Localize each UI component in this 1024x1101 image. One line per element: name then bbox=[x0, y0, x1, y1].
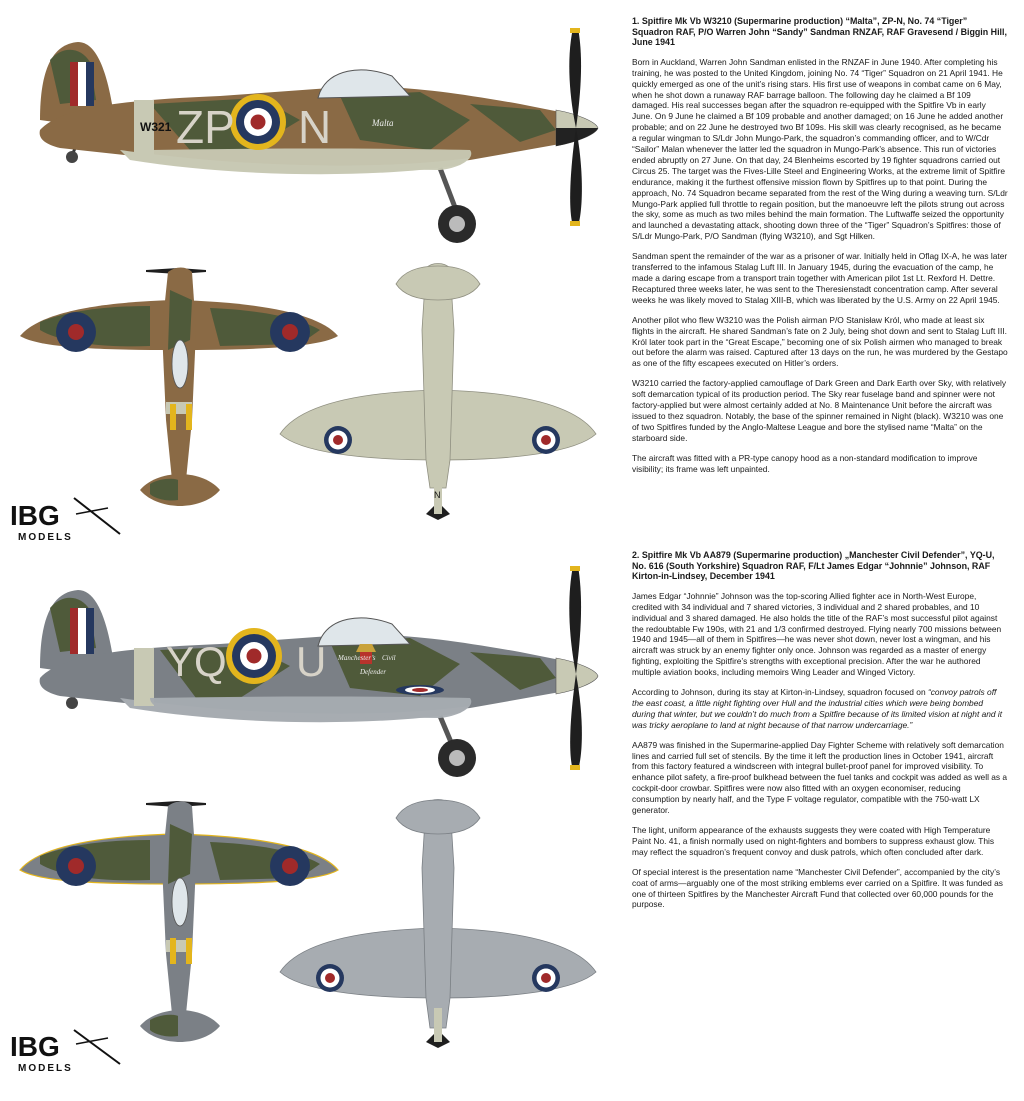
logo-sub-text-2: MODELS bbox=[18, 1063, 73, 1074]
code-letters-left: ZP bbox=[176, 101, 235, 153]
nose-name-line-1: Manchester’s bbox=[338, 654, 376, 662]
profile-2-paragraph-5: Of special interest is the presentation name “Manchester Civil Defender”, accompanied by the city’s coat of arms—arguably one of the most striking emblems ever carried on a Spitfire. It was funded as one of thirteen Spitfires by the Manchester Aircraft Fund that collected over 60,000 pounds for the purpose. bbox=[632, 866, 1003, 910]
ibg-models-logo-2 bbox=[10, 1030, 120, 1074]
logo-main-text: IBG bbox=[10, 500, 60, 531]
spitfire-aa879-illustrations bbox=[0, 548, 620, 1096]
code-letter-right-2: U bbox=[296, 638, 327, 685]
profile-2-artwork bbox=[0, 548, 620, 1096]
nose-name-line-2: Civil bbox=[382, 654, 396, 662]
fuselage-serial: W321 bbox=[140, 120, 172, 134]
under-view-2 bbox=[280, 800, 596, 1049]
profile-1-paragraph-4: W3210 carried the factory-applied camouflage of Dark Green and Dark Earth over Sky, with relatively soft demarcation typical of its production period. The Sky rear fuselage band and spinner were not factory-applied but were almost certainly added at No. 8 Maintenance Unit before the aircraft was issued to thez squadron. Notably, the base of the spinner remained in Night (black). W3210 was one of two Spitfires funded by the Anglo-Maltese League and bore the stylised name “Malta” on the starboard side. bbox=[632, 378, 1007, 443]
profile-2-paragraph-2 bbox=[632, 687, 1008, 731]
code-letter-right: N bbox=[298, 101, 332, 153]
profile-1-paragraph-1: Born in Auckland, Warren John Sandman enlisted in the RNZAF in June 1940. After completing his training, he was posted to the United Kingdom, joining No. 74 “Tiger” Squadron on 21 April 1941. He quickly emerged as one of the unit’s rising stars. His first use of weapons in combat came on 6 May, when he shot down a runaway RAF barrage balloon. The following day he claimed a Bf 109 damaged. His real successes began after the squadron re-equipped with the Spitfire Vb in early June. On 9 June he claimed a Bf 109 probable and another damaged; on 16 June he added another probable; and on 22 June he destroyed two Bf 109s. His skill was clearly recognised, as he became a regular wingman to S/Ldr John Mungo-Park, the squadron’s commanding officer, and to W/Cdr “Sailor” Malan whenever the latter led the squadron in Mungo-Park’s absence. This run of victories ended abruptly on 27 June. On that day, 24 Blenheims escorted by 19 fighter squadrons carried out Circus 25. The target was the Fives-Lille Steel and Engineering Works, at the extreme limit of Spitfire endurance, making it the furthest offensive mission flown by Spitfires up to that point. During the approach, No. 74 Squadron became separated from the rest of the Wing during a weaving turn. S/Ldr Mungo-Park applied full throttle to regain position, but the manoeuvre left the pilots strung out across the sky, some as much as two miles behind the main formation. The Luftwaffe seized the opportunity and launched a devastating attack, shooting down three of the “Tiger” Squadron’s Spitfires: those of S/Ldr Mungo-Park, P/O Sandman (flying W3210), and Sgt Hilken. bbox=[632, 56, 1008, 242]
code-letters-left-2: YQ bbox=[166, 638, 227, 685]
ibg-models-logo bbox=[10, 498, 120, 543]
side-profile-1 bbox=[40, 28, 598, 243]
profile-1-paragraph-5: The aircraft was fitted with a PR-type canopy hood as a non-standard modification to improve visibility; its frame was left unpainted. bbox=[632, 452, 978, 474]
johnson-quote: “convoy patrols off the east coast, a little night fighting over Hull and the industrial cities which were being bombed during that winter, but we couldn’t do much from a Spitfire because of its limited vision at night and it was tricky aeroplane to land at night because of that narrow undercarriage.” bbox=[632, 687, 1003, 730]
logo-main-text-2: IBG bbox=[10, 1031, 60, 1062]
description-2 bbox=[632, 550, 1008, 919]
profile-1-heading: 1. Spitfire Mk Vb W3210 (Supermarine production) “Malta”, ZP-N, No. 74 “Tiger” Squadron RAF, P/O Warren John “Sandy” Sandman RNZAF, RAF Gravesend / Biggin Hill, June 1941 bbox=[632, 16, 1007, 48]
profile-2-paragraph-2-lead: According to Johnson, during its stay at Kirton-in-Lindsey, squadron focused on bbox=[632, 687, 928, 698]
profile-2-paragraph-4: The light, uniform appearance of the exhausts suggests they were coated with High Temperature Paint No. 41, a finish normally used on night-fighters and bombers to suppress exhaust glow. This may reflect the squadron’s frequent convoy and dusk patrols, which often concluded after dark. bbox=[632, 825, 995, 857]
spitfire-w3210-illustrations bbox=[0, 0, 620, 548]
nose-name: Malta bbox=[372, 118, 394, 128]
under-code-letter: N bbox=[434, 490, 441, 500]
top-view-1 bbox=[20, 268, 338, 507]
profile-1-paragraph-3: Another pilot who flew W3210 was the Polish airman P/O Stanisław Król, who made at least six flights in the aircraft. He shared Sandman’s fate on 2 July, being shot down and sent to Stalag Luft III. Król later took part in the “Great Escape,” becoming one of six Polish airmen who managed to break out before the alarm was raised. Captured after 13 days on the run, he was murdered by the Gestapo as one of the fifty escapees executed on Hitler’s orders. bbox=[632, 314, 1008, 369]
profile-1-artwork bbox=[0, 0, 620, 548]
profile-2-paragraph-1: James Edgar “Johnnie” Johnson was the top-scoring Allied fighter ace in North-West Europe, credited with 34 individual and 7 shared victories, 3 individual and 2 shared probables, and 10 individual and 3 shared damaged. He also holds the title of the RAF’s most successful pilot against the redoubtable Fw 190s, with 21 and 1/3 confirmed destroyed. Flying nearly 700 missions between 1940 and 1945—all of them in Spitfires—he was never shot down, never lost a wingman, and his aircraft was struck by an enemy fighter only once. Johnson was regarded as a master of energy fighting, exploiting the Spitfire’s strengths with exceptional precision. After the war he authored multiple aviation books, including memoirs Wing Leader and Winged Victory. bbox=[632, 590, 1002, 678]
profile-1-paragraph-2: Sandman spent the remainder of the war as a prisoner of war. Initially held in Oflag IX-A, he was later transferred to the infamous Stalag Luft III. In January 1945, during the evacuation of the camp, he made a daring escape from a transport train together with American pilot 1st Lt. Rexford H. Dettre. Recaptured three weeks later, he was sent to the Theresienstadt concentration camp. After several weeks he was likely moved to Stalag XIII-B, which was liberated by the U.S. Army on 22 April 1945. bbox=[632, 251, 1008, 305]
description-1 bbox=[632, 16, 1008, 484]
side-profile-2 bbox=[40, 566, 598, 777]
logo-sub-text: MODELS bbox=[18, 532, 73, 543]
nose-name-line-3: Defender bbox=[360, 668, 387, 676]
top-view-2 bbox=[20, 801, 338, 1042]
profile-2-paragraph-3: AA879 was finished in the Supermarine-applied Day Fighter Scheme with relatively soft demarcation lines and carried full set of stencils. By the time it left the production lines in October 1941, aircraft from this factory featured a windscreen with integral bullet-proof panel for improved visibility. To enhance pilot safety, a fire-proof bulkhead between the fuel tanks and cockpit was added as well as a cockpit-door crowbar. Spitfires were now also fitted with an oxygen economiser, reducing consumption by nearly half, and the Type F voltage regulator, compatible with the 750-watt LX generator. bbox=[632, 739, 1008, 816]
under-view-1 bbox=[280, 264, 596, 521]
profile-2-heading: 2. Spitfire Mk Vb AA879 (Supermarine production) „Manchester Civil Defender”, YQ-U, No. 616 (South Yorkshire) Squadron RAF, F/Lt James Edgar “Johnnie” Johnson, RAF Kirton-in-Lindsey, December 1941 bbox=[632, 550, 995, 582]
